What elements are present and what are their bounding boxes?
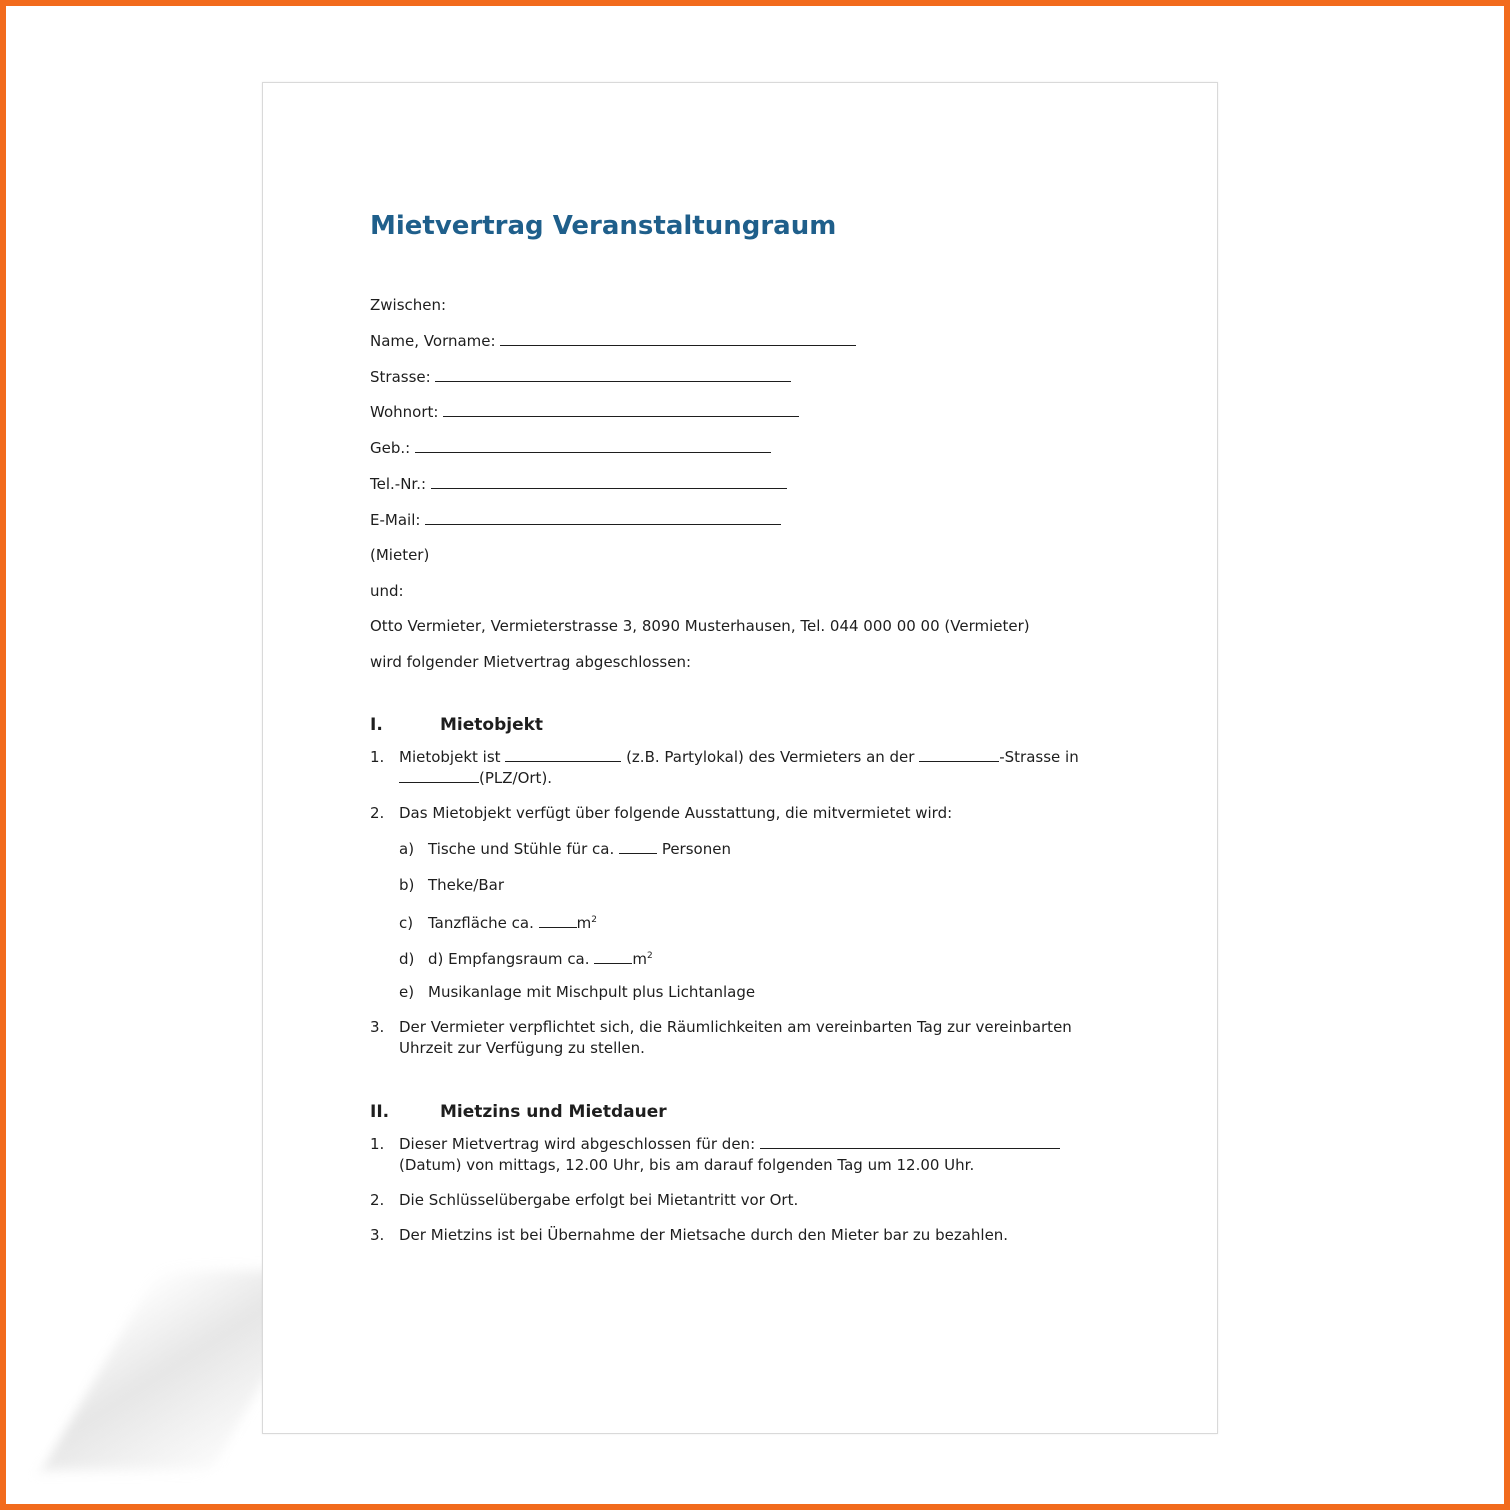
equipment-item: b) Theke/Bar [399, 876, 504, 894]
fill-in-line [399, 768, 479, 783]
fill-in-line [760, 1134, 1060, 1149]
sub-letter: a) [399, 840, 415, 858]
intro-text: Zwischen: [370, 296, 447, 314]
field-label: Geb.: [370, 439, 411, 457]
field-geb [370, 438, 771, 458]
fill-in-line [539, 913, 577, 928]
field-label: E-Mail: [370, 511, 421, 529]
fill-in-line [443, 402, 799, 417]
sub-letter: d) [399, 950, 415, 968]
item-number: 2. [370, 1191, 385, 1209]
list-item [370, 803, 1100, 824]
section-title: Mietzins und Mietdauer [440, 1102, 667, 1122]
item-number: 3. [370, 1226, 385, 1244]
fill-in-line [619, 839, 657, 854]
field-email [370, 510, 781, 530]
section-number: II. [370, 1102, 390, 1122]
field-label: Name, Vorname: [370, 332, 496, 350]
field-label: Wohnort: [370, 403, 439, 421]
item-text: Dieser Mietvertrag wird abgeschlossen für den: (Datum) von mittags, 12.00 Uhr, bis am darauf folgenden Tag um 12.00 Uhr. [399, 1134, 1100, 1176]
sub-letter: e) [399, 983, 415, 1001]
fill-in-line [500, 331, 856, 346]
equipment-item: d) d) Empfangsraum ca. $m^2$ [399, 950, 653, 968]
list-item [370, 1134, 1100, 1176]
equipment-item: e) Musikanlage mit Mischpult plus Lichtanlage [399, 983, 756, 1001]
fill-in-line [435, 367, 791, 382]
document-title: Mietvertrag Veranstaltungraum [370, 211, 837, 241]
section-number: I. [370, 715, 383, 735]
fill-in-line [594, 949, 632, 964]
fill-in-line [425, 510, 781, 525]
fill-in-line [505, 747, 621, 762]
list-item [370, 1017, 1100, 1059]
fill-in-line [431, 474, 787, 489]
list-item [370, 1225, 1100, 1246]
field-tel [370, 474, 787, 494]
item-text: Der Vermieter verpflichtet sich, die Räumlichkeiten am vereinbarten Tag zur vereinbarten Uhrzeit zur Verfügung zu stellen. [399, 1018, 1072, 1057]
sub-letter: c) [399, 914, 414, 932]
sub-letter: b) [399, 876, 415, 894]
item-text: Das Mietobjekt verfügt über folgende Ausstattung, die mitvermietet wird: [399, 804, 953, 822]
und-label: und: [370, 582, 404, 600]
list-item [370, 1190, 1100, 1211]
abgeschlossen-text: wird folgender Mietvertrag abgeschlossen: [370, 653, 692, 671]
list-item [370, 747, 1100, 789]
field-label: Tel.-Nr.: [370, 475, 427, 493]
item-text: Der Mietzins ist bei Übernahme der Mietsache durch den Mieter bar zu bezahlen. [399, 1226, 1009, 1244]
item-number: 2. [370, 804, 385, 822]
item-text: Mietobjekt ist (z.B. Partylokal) des Vermieters an der -Strasse in (PLZ/Ort). [399, 748, 1079, 787]
section-heading-2 [370, 1101, 667, 1123]
equipment-item: a) Tische und Stühle für ca. Personen [399, 840, 731, 858]
document-page [262, 82, 1218, 1434]
field-label: Strasse: [370, 368, 431, 386]
section-heading-1 [370, 714, 543, 736]
field-wohnort [370, 402, 799, 422]
field-name [370, 331, 856, 351]
item-text: Die Schlüsselübergabe erfolgt bei Mietantritt vor Ort. [399, 1191, 799, 1209]
vermieter-info: Otto Vermieter, Vermieterstrasse 3, 8090 Musterhausen, Tel. 044 000 00 00 (Vermieter) [370, 617, 1030, 635]
item-number: 1. [370, 748, 385, 766]
field-strasse [370, 367, 791, 387]
item-number: 3. [370, 1018, 385, 1036]
fill-in-line [919, 747, 999, 762]
item-number: 1. [370, 1135, 385, 1153]
fill-in-line [415, 438, 771, 453]
mieter-label: (Mieter) [370, 546, 430, 564]
equipment-item: c) Tanzfläche ca. $m^2$ [399, 914, 597, 932]
section-title: Mietobjekt [440, 715, 544, 735]
